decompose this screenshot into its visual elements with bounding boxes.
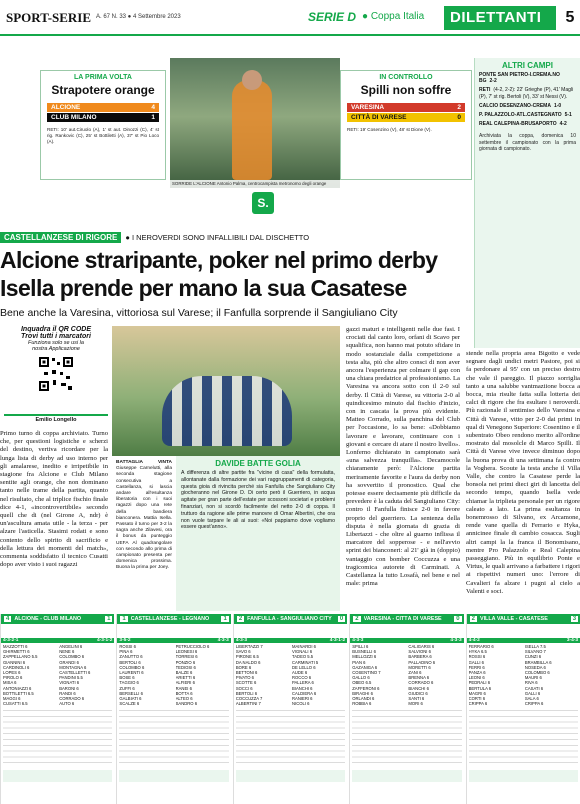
- headline-2: Isella prende per mano la sua Casatese: [0, 275, 407, 301]
- article-column-1: Primo turno di coppa archiviato. Turno che, per questioni logistiche e scherzi del destino, vertiva ricordare per la lunga lista di derby ad uso interno per gli amalarese, inedito e irripetibile in stagione fra Alcione e Club Milano sentite agli orange, che non dominano tanto nelle trame della partita, quanto nel risultato, che al triplice fischio finale dice 4-1, «incontrovertibile» secondo quell che di (nel Girone A, ndr) è un'ascultura amata utile - la terza - per alzare l'asticella. Stasimi rodati e sono contento dello spirito di sacrificio e della lettura dei momenti del match», commenta soddisfatto il tecnico Cusatti dopo aver visto i suoi ragazzi: [0, 430, 108, 569]
- player-entry: ROCCO 6: [292, 675, 312, 681]
- player-entry: PEDRALI 6: [468, 680, 491, 686]
- lineup-row: [119, 701, 172, 706]
- player-entry: BOTTA 6: [175, 690, 193, 696]
- match-table-title: CASTELLANZESE - LEGNANO: [130, 616, 210, 622]
- player-entry: BARBERA 6: [408, 654, 432, 660]
- player-entry: ARIETTI 6: [175, 675, 196, 681]
- qr-line-1: Funziona solo se usi la: [28, 340, 84, 346]
- player-entry: PANDINI 5.5: [59, 675, 83, 681]
- player-entry: ANGELINI 6: [59, 644, 83, 649]
- match-table-header: [350, 614, 463, 624]
- lineup-row: [469, 701, 522, 706]
- match-table-title: ALCIONE - CLUB MILANO: [14, 616, 82, 622]
- player-entry: CORRADO 6: [59, 696, 85, 702]
- player-entry: ZAPPELLANO 5.5: [3, 654, 38, 660]
- section-title: SERIE D: [308, 10, 357, 24]
- lineup-away: [525, 644, 578, 706]
- player-entry: RIVA 6: [524, 680, 538, 686]
- player-entry: SCOTTE 6: [235, 680, 257, 686]
- player-entry: BERTULA 6: [468, 685, 492, 691]
- lineup-row: [3, 701, 56, 706]
- davide-title: DAVIDE BATTE GOLIA: [215, 459, 301, 468]
- module-home: 4-3-3: [235, 638, 248, 643]
- player-entry: MAINARDI 6: [292, 644, 316, 649]
- player-entry: MELLOZZI 6: [352, 654, 377, 660]
- player-entry: MAZZOTTI 6: [3, 644, 28, 649]
- match-table-title: VILLA VALLE - CASATESE: [479, 616, 548, 622]
- player-entry: TADEO 5.5: [292, 654, 314, 660]
- player-entry: CARDINOLI 6: [3, 664, 30, 670]
- left-score-a: 4: [151, 104, 155, 111]
- player-entry: BOTTILETTI 6.5: [3, 690, 34, 696]
- left-scorers: RETI: 10' aut.Ciruolo (A), 1' st aut. Dinozzi (C), 4' st rig. Rankovic (C), 25' st Bottiletti (A), 37' st Pio Loco (A).: [47, 127, 159, 144]
- qr-title: Inquadra il QR CODE: [20, 326, 91, 333]
- player-entry: GIANNINI 6: [3, 659, 26, 665]
- altri-campi-box: [474, 58, 580, 348]
- left-team-b-row: [47, 113, 159, 122]
- module-home: 4-4-2: [468, 638, 480, 643]
- player-entry: ROSSI 6: [468, 654, 486, 660]
- lineup-away: [292, 644, 345, 706]
- referee-box: [236, 770, 345, 782]
- player-figure: [232, 80, 272, 180]
- byline: Emilio Longello: [4, 414, 108, 424]
- match-table-away-score: 0: [456, 616, 460, 622]
- altri-result: [479, 87, 576, 99]
- lineup-home: [469, 644, 522, 706]
- match-table: [0, 614, 114, 804]
- player-entry: SILVANO 7: [524, 649, 546, 655]
- player-entry: DA NALDO 6: [235, 659, 261, 665]
- player-entry: PANZA 6: [468, 670, 486, 676]
- lineups: [117, 643, 230, 707]
- player-entry: CUNZI 6: [524, 654, 542, 660]
- match-notes: [352, 710, 461, 768]
- player-entry: CRIPPA 6: [468, 701, 488, 707]
- lineup-row: [525, 701, 578, 706]
- photo-caption: SORRIDE L'ALCIONE Antonio Palma, centrocampista metronomo degli orange: [170, 180, 340, 188]
- lineup-home: [352, 644, 405, 706]
- player-entry: BERTOLI 6: [119, 659, 141, 665]
- match-table-home-score: 1: [122, 616, 126, 622]
- player-entry: LEONESI 6: [175, 649, 198, 655]
- player-entry: BERTOLI 6: [235, 690, 258, 696]
- players-group: [162, 376, 292, 446]
- player-entry: SANTI 6: [408, 696, 425, 702]
- mid-team-a-row: [347, 103, 465, 112]
- altri-result: [479, 103, 576, 109]
- player-entry: FERRI 6: [468, 664, 485, 670]
- strip-subtitle: ● I NEROVERDI SONO INFALLIBILI DAL DISCHETTO: [125, 233, 310, 242]
- match-notes: [236, 710, 345, 768]
- player-entry: COSENTINO 7: [352, 670, 381, 676]
- player-entry: RANIERI 6: [292, 696, 313, 702]
- player-entry: ZANI 6: [408, 670, 422, 676]
- player-entry: MISA 6: [3, 680, 17, 686]
- altri-teams: PONTE SAN PIETRO-I.CREMA.NO BG: [479, 72, 560, 85]
- player-entry: MAGGI 6: [3, 696, 21, 702]
- altri-score: 2-2: [489, 78, 497, 85]
- player-entry: GIUDICI 6: [408, 690, 428, 696]
- player-entry: NICOLI 6: [292, 701, 310, 707]
- match-notes: [3, 710, 112, 768]
- page-number: 5: [565, 9, 575, 26]
- lineup-row: [352, 701, 405, 706]
- match-table-title: VARESINA - CITTÀ DI VARESE: [363, 616, 442, 622]
- player-entry: ALFIERI 6: [175, 680, 195, 686]
- player-entry: ZUFFI 6: [119, 685, 135, 691]
- altri-teams: CALCIO DESENZANO-CREMA: [479, 102, 551, 109]
- lineup-home: [236, 644, 289, 706]
- player-entry: SANDRO 6: [175, 701, 198, 707]
- player-entry: COCCUZZA 7: [235, 696, 263, 702]
- player-entry: MORETTI 6: [408, 664, 431, 670]
- altri-extra: Archiviata la coppa, domenica 10 settembre il campionato con la prima giornata di campionato.: [479, 133, 576, 152]
- player-entry: SOCCI 6: [235, 685, 253, 691]
- match-photo: [170, 58, 340, 188]
- battaglia-lead: BATTAGLIA VINTA: [116, 460, 172, 465]
- player-entry: GALLI 6: [524, 690, 541, 696]
- altri-teams: REAL CALEPINA-BRUSAPORTO: [479, 121, 557, 128]
- player-entry: COLOMBO 6: [59, 654, 85, 660]
- lineup-row: [59, 701, 112, 706]
- lineup-row: [176, 701, 229, 706]
- player-entry: MAURI 6: [524, 675, 542, 681]
- match-table: [349, 614, 463, 804]
- mid-headline: Spilli non soffre: [360, 83, 452, 97]
- left-kicker: LA PRIMA VOLTA: [74, 74, 132, 81]
- issue-date: A. 67 N. 33 ● 4 Settembre 2023: [96, 14, 181, 20]
- player-entry: BIANCHI 6: [292, 685, 313, 691]
- player-entry: PIROLO 6: [3, 675, 23, 681]
- lineup-away: [176, 644, 229, 706]
- lineups: [350, 643, 463, 707]
- player-entry: SALA 6: [524, 696, 539, 702]
- altri-list: [479, 72, 576, 127]
- left-headline: Strapotere orange: [51, 83, 155, 97]
- player-entry: ROSSI 6: [119, 644, 136, 649]
- altri-result: [479, 112, 576, 118]
- player-entry: PONZIO 6: [175, 659, 196, 665]
- mid-team-b: CITTÀ DI VARESE: [351, 114, 407, 121]
- player-entry: COLOMBO 6: [524, 670, 550, 676]
- team-celebration-photo: [112, 326, 340, 456]
- match-table-home-score: 2: [238, 616, 243, 622]
- sport-badge: S.: [252, 192, 274, 214]
- davide-text: A differenza di altre partite fra "vicine di casa" della formulatta, allontanate dalla formazione dei vari raggruppamenti di categoria, questa gioia di rivincita perché sia Fanfulla che Sangiuliano City giocheranno nel Girone D. Di certo però il Guerriero, in acqua agitate per gran parte dell'estate per scossoni societari e problemi finanziari, non si scordò facilmente del netto 2-0 di coppa. Il trutturo da ragione alle prime manovre di Omar Albertini, che ora non vuole tarpare le ali ai suoi: «Noi pappiamo dove vogliamo essere quest'anno».: [181, 470, 335, 531]
- module-home: 4-3-2-1: [3, 638, 19, 643]
- referee-box: [469, 770, 578, 782]
- player-entry: CUSATTI 6.5: [3, 701, 28, 707]
- left-team-a: ALCIONE: [51, 104, 81, 111]
- player-entry: GALBIATI 6: [119, 696, 142, 702]
- subsection-title: ● Coppa Italia: [362, 11, 425, 22]
- player-entry: SPILLI 6: [352, 644, 369, 649]
- mid-scorers: RETI: 19' Cosenzino (V), 48' st Dione (V).: [347, 127, 432, 132]
- player-entry: NENE 6: [59, 649, 75, 655]
- player-entry: BIRAGHI 6: [352, 690, 373, 696]
- referee-box: [119, 770, 228, 782]
- module-away: 4-3-3: [217, 638, 229, 643]
- lineup-away: [59, 644, 112, 706]
- player-entry: TORRESI 6: [175, 654, 198, 660]
- player-entry: NOSEDA 6: [524, 664, 546, 670]
- player-entry: ZANUTTO 6: [119, 654, 143, 660]
- player-entry: BIANCHI 6: [408, 685, 429, 691]
- player-entry: ROBBIA 6: [352, 701, 372, 707]
- player-entry: CASTELLETTI 6: [59, 670, 91, 676]
- player-entry: RANDI 6: [59, 690, 76, 696]
- player-entry: DE LELLO 6: [292, 664, 316, 670]
- match-table-home-score: 4: [6, 616, 10, 622]
- player-entry: PIRONE 6.5: [235, 654, 259, 660]
- player-entry: TAGGIO 6: [119, 680, 139, 686]
- player-entry: ISELLA 7.5: [524, 644, 546, 649]
- player-entry: BRENNA 6: [408, 675, 430, 681]
- lineup-row: [408, 701, 461, 706]
- player-entry: BRAMBILLA 6: [524, 659, 552, 665]
- player-entry: LIBERTAZZI 7: [235, 644, 263, 649]
- player-entry: BORE 6: [235, 664, 252, 670]
- article-column-3: stende nella propria area Bigotto e vede segnare dagli undici metri Pastore, poi si fa perdonare al 95' con un preciso destro che vale il pareggio. Il piazzo sorriglia tanto a una salubbe vantmaziione bocca a bocca, mia risulte fatta sulla lotteria dei calci di rigore che fra esultare i neroverdi. Più razionale il sentimiso dello Varesina e Città di Varese, vitto per 2-0 dai primi in qual di Venegono Superiore: Cosentino e il subentrato Obeo rendono merito all'ordine mostrato dal mosolcle di Marco Spilli. Il Città di Varese vive invece diminuo dopo la buona prova di una settimana fa contro la Voghera. Scoute la testa anche il Villa Valle, che contro la Casatese perde la bonsola nei primi dieci giri di lancetta del secondo tempo, quando Isella vede chiamar la triplieta personale per un rigore caleato a lato. La prima esultanza in bonemrosso di Silvano, ex Arcamone, rende vane quella di Ferrario e Hyka, annicinee finale di cambio cosacca. Sugli altri campi la la franca il Bonomisano, mentre Pro Palazzolo e Real Calepina passeggiano. Più in equilibrio Ponte e Virtus, le quali arrivano a farbattere i rigori ai rispettivi numeri uno: l'errore di Cavalieri fa alzare i pugni al cielo a Valenti e soci.: [466, 350, 580, 595]
- player-entry: CRIPPA 6: [524, 701, 544, 707]
- altri-score: (4-2, 2-2): 22' Grieghe (P), 41' Magli (P), 7' st rig. Bertoli (V), 33' st Nessi (V).: [479, 87, 574, 100]
- match-table-away-score: 1: [107, 616, 111, 622]
- player-entry: BUSNELLI 6: [352, 649, 376, 655]
- player-entry: MONTAGNA 6: [59, 664, 87, 670]
- player-entry: HYKA 6.5: [468, 649, 487, 655]
- match-table-header: [467, 614, 580, 624]
- module-home: 3-5-2: [119, 638, 131, 643]
- player-entry: FERRARIO 6: [468, 644, 494, 649]
- module-away: 4-3-1-2: [329, 638, 346, 643]
- altri-teams: RETI: [479, 87, 491, 94]
- mid-kicker: IN CONTROLLO: [379, 74, 433, 81]
- lineups: [467, 643, 580, 707]
- player-entry: SAVO 6: [235, 649, 251, 655]
- qr-subtitle: Trovi tutti i marcatori: [21, 333, 91, 340]
- left-team-b: CLUB MILANO: [51, 114, 97, 121]
- player-entry: LEONI 6: [468, 675, 485, 681]
- module-away: 4-3-3: [450, 638, 462, 643]
- match-table: [233, 614, 347, 804]
- player-entry: CASATI 6: [524, 685, 544, 691]
- referee-box: [3, 770, 112, 782]
- player-entry: AUTO 6: [59, 701, 75, 707]
- player-entry: AUDE 6: [292, 670, 308, 676]
- lineups: [1, 643, 114, 707]
- standfirst: Bene anche la Varesina, vittoriosa sul Varese; il Fanfulla sorprende il Sangiuliano City: [0, 307, 398, 319]
- altri-score: 5-1: [564, 112, 572, 119]
- player-entry: CALDIERA 6: [292, 690, 317, 696]
- player-entry: GAZANIGA 6: [352, 664, 378, 670]
- mid-team-b-row: [347, 113, 465, 122]
- mid-score-a: 2: [457, 104, 461, 111]
- player-entry: PIAN 6: [352, 659, 366, 665]
- player-entry: BARONI 6: [59, 685, 79, 691]
- mid-match-box: [340, 70, 472, 180]
- player-entry: BALZE 6: [175, 670, 193, 676]
- player-entry: RANEI 6: [175, 685, 192, 691]
- module-home: 4-3-3: [352, 638, 364, 643]
- article-column-2: gazzi maturi e intelligenti nelle due fasi. I crociati dal canto loro, orfani di Scavo per squalifica, non hanno mai potuto sfidare in modo sostanziale dalla competizione a testa alta, più che altro consci di non aver ancora l'esperienza per colmare il gap con una chiara predatrice al professionismo. La Varesina va ancora sotto con il 2-0 sul derby. Il Città di Varese, su vittoria 2-0 al quindicesimo minuto dal fischio d'inizio, con in cascata la prova più evidente. Matteo Corrado, sulla panchina del Club per l'occasione, lo sa bene: «Dobbiamo lavorare e lavorare, continuare con i giovani e cercare di atare il nostro livello». Lonferno dichiarato in campionato sarà «una salvezza tranquilla». Decamocole chiaramente però: l'Alcione partita meriramente favorite e l'aura da derby non ha sovvertito il pronostico. Qual che potesse essere decisamente più difficile da prevedere è la caduta del Sangiuliano City: contro il Fanfulla finisce 2-0 in favore proprio del guerriero. La sentenza della disputa è nella giornata di grazia di Libertazzi - che oltre al guarno inflissa il marcatore del sopperose - e nell'avvio sprint dei bianconeri: al 21' già in (doppio) vantaggio con bomber Coccuzza e una tragicomica autorete di Carminati. A Castellanza la tutto Losafà, nel bene e nel male: prima: [346, 326, 460, 588]
- strip-tag: CASTELLANZESE DI RIGORE: [0, 232, 121, 243]
- match-table-away-score: 3: [572, 616, 577, 622]
- match-table-title: FANFULLA - SANGIULIANO CITY: [247, 616, 332, 622]
- player-entry: PIVATO 6: [235, 675, 254, 681]
- qr-code-icon[interactable]: [38, 356, 74, 392]
- player-entry: ALTEO 6: [175, 696, 193, 702]
- player-entry: GALLI 6: [468, 659, 484, 665]
- player-entry: MORI 6: [408, 701, 423, 707]
- player-entry: SALVIONI 6: [408, 649, 431, 655]
- module-away: 3-4-3: [566, 638, 579, 643]
- player-entry: ALBERTINI 7: [235, 701, 261, 707]
- header-rule: [0, 34, 580, 36]
- player-entry: LAURENTI 6: [119, 670, 144, 676]
- headline-1: Alcione straripante, poker nel primo derby: [0, 247, 438, 273]
- player-entry: ORLANDI 6: [352, 696, 375, 702]
- altri-teams: P. PALAZZOLO-ATL.CASTEGNATO: [479, 112, 562, 119]
- altri-score: 4-2: [559, 121, 567, 128]
- match-table: [116, 614, 230, 804]
- player-entry: COLOMBO 6: [119, 664, 145, 670]
- altri-result: [479, 72, 576, 84]
- player-entry: OBEO 6.5: [352, 680, 372, 686]
- player-entry: PINA 6: [119, 649, 133, 655]
- lineup-row: [236, 701, 289, 706]
- lineup-home: [119, 644, 172, 706]
- player-entry: SCALZE 6: [119, 701, 140, 707]
- player-head: [242, 70, 262, 90]
- player-entry: CORTI 6: [468, 696, 486, 702]
- player-entry: GALLO 6: [352, 675, 370, 681]
- mid-team-a: VARESINA: [351, 104, 385, 111]
- bottom-match-tables: [0, 614, 580, 804]
- battaglia-box: [116, 460, 172, 610]
- player-entry: BOSE 6: [119, 675, 135, 681]
- player-entry: BERSELLI 6: [119, 690, 143, 696]
- section-strip: [0, 232, 470, 243]
- lineup-away: [408, 644, 461, 706]
- player-entry: GHIRMETTI 6: [3, 649, 30, 655]
- player-entry: PALLERA 6: [292, 680, 314, 686]
- mid-score-b: 0: [457, 114, 461, 121]
- match-table-home-score: 2: [471, 616, 475, 622]
- player-entry: CARMINATI 5: [292, 659, 319, 665]
- lineup-row: [292, 701, 345, 706]
- player-entry: LOPES 6: [3, 670, 21, 676]
- player-entry: ZAFFERONI 6: [352, 685, 380, 691]
- referee-box: [352, 770, 461, 782]
- left-team-a-row: [47, 103, 159, 112]
- player-entry: PALLADINO 6: [408, 659, 436, 665]
- match-table-header: [234, 614, 347, 624]
- left-score-b: 1: [151, 114, 155, 121]
- player-entry: ANTONIAZZI 6: [3, 685, 32, 691]
- player-entry: GRANDI 6: [59, 659, 79, 665]
- match-table-home-score: 2: [355, 616, 359, 622]
- module-away: 4-3-1-2: [96, 638, 113, 643]
- player-entry: CORRADO 6: [408, 680, 434, 686]
- player-entry: CALIGARIS 6: [408, 644, 435, 649]
- category-label: DILETTANTI: [444, 6, 556, 30]
- lineups: [234, 643, 347, 707]
- match-table: [466, 614, 580, 804]
- player-entry: VIGNATI 6: [59, 680, 80, 686]
- player-entry: PETRUCCIOLO 6: [175, 644, 210, 649]
- match-notes: [119, 710, 228, 768]
- altri-score: 1-0: [553, 102, 562, 109]
- altri-result: [479, 121, 576, 127]
- match-table-header: [1, 614, 114, 624]
- qr-block: [0, 326, 112, 422]
- match-table-header: [117, 614, 230, 624]
- qr-line-2: nostra Applicazione: [32, 346, 80, 352]
- davide-box: [176, 456, 340, 611]
- match-table-away-score: 0: [339, 616, 344, 622]
- left-match-box: [40, 70, 166, 180]
- lineup-home: [3, 644, 56, 706]
- brand-logo: SPORT-SERIE: [6, 10, 92, 25]
- match-notes: [469, 710, 578, 768]
- altri-title: ALTRI CAMPI: [502, 61, 553, 70]
- player-entry: BETTONI 6: [235, 670, 258, 676]
- player-entry: TEDIOSI 6: [175, 664, 196, 670]
- match-table-away-score: 1: [223, 616, 227, 622]
- player-entry: MAGRI 6: [468, 690, 486, 696]
- player-entry: VIGNALI 6: [292, 649, 313, 655]
- battaglia-text: Giuseppe Carnelutti, alla seconda stagione consecutiva a Castellanza, si lascia andare all'esultanza liberatoria con i suoi ragazzi dopo una rete della bandiera bianconera. Mattia Isella. Passato il turno per 3-2 la sagra anche Zilavesi, ora il bonus da punteggio UEFA Al quadrangolare con secondo allo prima di campionato presenta per domenica prossima. Buona la prima per Joey.: [116, 466, 172, 571]
- page-header: [0, 0, 580, 58]
